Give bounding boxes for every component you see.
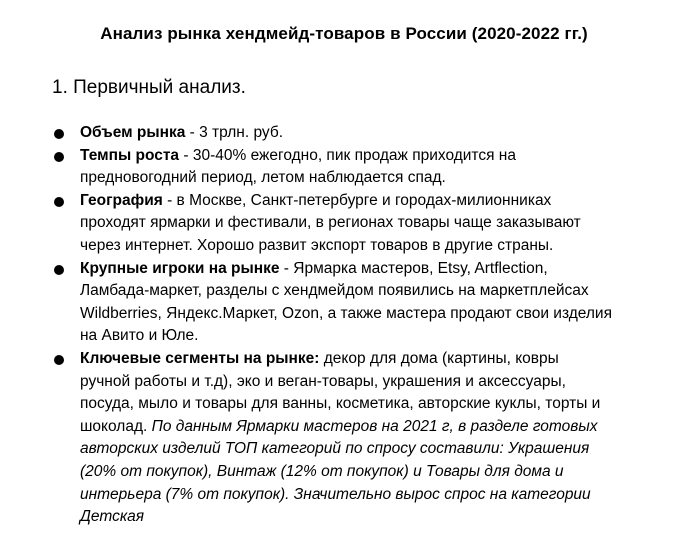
bullet-term: Объем рынка [80, 124, 186, 141]
bullet-list [52, 122, 612, 529]
bullet-item-market-volume [52, 122, 612, 145]
bullet-text: - 3 трлн. руб. [185, 124, 284, 141]
document-title: Анализ рынка хендмейд-товаров в России (2020-2022 гг.) [100, 24, 588, 43]
bullet-item-growth-rate [52, 145, 612, 190]
bullet-text: - в Москве, Санкт-петербурге и городах-милионниках проходят ярмарки и фестивали, в регионах товары чаще заказывают через интернет. Хорошо развит экспорт товаров в другие страны. [80, 191, 581, 254]
bullet-text: - 30-40% ежегодно, пик продаж приходится на предновогодний период, летом наблюдается спад. [80, 146, 516, 187]
bullet-dot-icon [54, 355, 64, 365]
bullet-dot-icon [54, 129, 64, 139]
bullet-text: - Ярмарка мастеров, Etsy, Artflection, Ламбада-маркет, разделы с хендмейдом появились на маркетплейсах Wildberries, Яндекс.Маркет, Ozon, а также мастера продают свои изделия на Авито и Юле. [80, 259, 612, 345]
bullet-italic-text: По данным Ярмарки мастеров на 2021 г, в разделе готовых авторских изделий ТОП категорий по спросу составили: Украшения (20% от покупок), Винтаж (12% от покупок) и Товары для дома и интерьера (7% от покупок). Значительно вырос спрос на категории Детская [80, 417, 598, 526]
bullet-dot-icon [54, 265, 64, 275]
bullet-dot-icon [54, 197, 64, 207]
bullet-term: Темпы роста [80, 146, 180, 164]
section-heading: 1. Первичный анализ. [52, 77, 246, 98]
bullet-term: География [80, 191, 163, 209]
bullet-term: Крупные игроки на рынке [80, 259, 280, 277]
bullet-term: Ключевые сегменты на рынке: [80, 349, 320, 367]
bullet-dot-icon [54, 152, 64, 162]
bullet-item-major-players [52, 258, 612, 348]
bullet-item-key-segments [52, 348, 612, 529]
bullet-item-geography [52, 190, 612, 258]
bullet-text: декор для дома (картины, ковры ручной работы и т.д), эко и веган-товары, украшения и аксессуары, посуда, мыло и товары для ванны, косметика, авторские куклы, торты и шоколад. [80, 349, 601, 435]
